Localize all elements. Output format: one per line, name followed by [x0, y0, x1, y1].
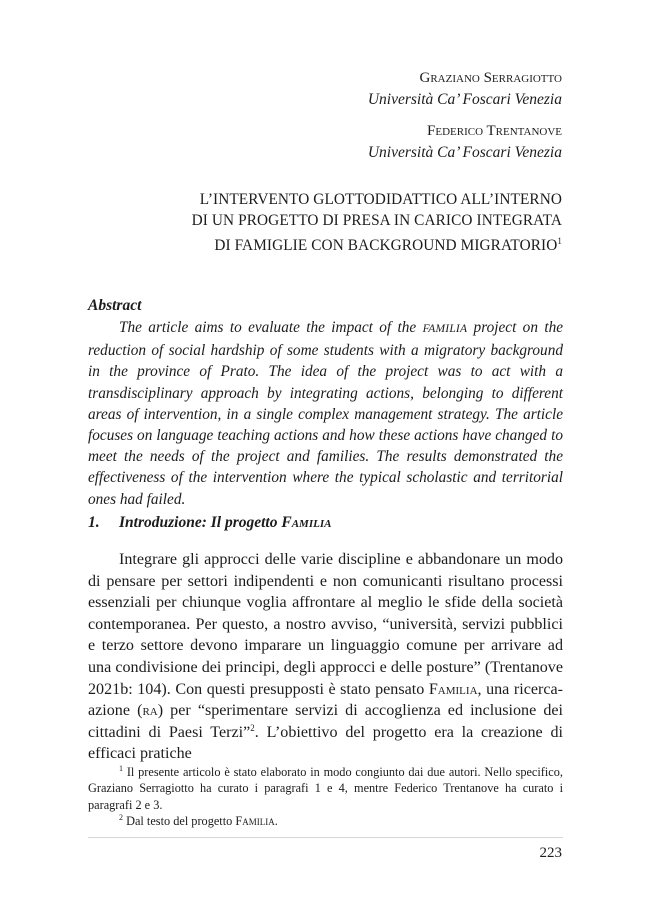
abstract-text-b: project on the reduction of social hardship of some students with a migratory background in the province of Prato. The idea of the project was to act with a transdisciplinary approach by integrating actions, belonging to different areas of intervention, in a single complex management strategy. The article focuses on language teaching actions and how these actions have changed to meet the needs of the project and families. The results demonstrated the effectiveness of the intervention where the typical scholastic and territorial ones had failed.: [88, 319, 564, 508]
body-ra: ra: [142, 702, 158, 720]
footnote-text: Dal testo del progetto: [126, 813, 236, 828]
author-name: Federico Trentanove: [427, 123, 562, 139]
footnote-end: .: [274, 813, 278, 828]
author-name: Graziano Serragiotto: [419, 70, 562, 86]
page-number: 223: [539, 845, 562, 861]
body-text-3: ) per “sperimentare servizi di accoglienza ed inclusione dei cittadini di Paesi Terzi”: [88, 702, 563, 741]
footnote-project-name: Familia: [235, 813, 275, 828]
abstract-heading: Abstract: [88, 297, 142, 314]
body-paragraph: [88, 549, 563, 765]
title-line-3-text: DI FAMIGLIE CON BACKGROUND MIGRATORIO: [214, 237, 558, 254]
body-project-name: Familia: [428, 680, 478, 698]
author-affiliation: Università Ca’ Foscari Venezia: [367, 144, 562, 161]
footnote-mark: 1: [119, 764, 123, 773]
page-divider: [88, 837, 563, 838]
title-line-1: L’INTERVENTO GLOTTODIDATTICO ALL’INTERNO: [199, 191, 562, 208]
author-block-1: [368, 68, 562, 110]
footnote-2: [88, 813, 563, 829]
title-line-3: [102, 231, 562, 256]
footnotes: [88, 764, 563, 829]
title-line-2: DI UN PROGETTO DI PRESA IN CARICO INTEGRATA: [191, 212, 562, 229]
title-footnote-mark: 1: [557, 236, 562, 246]
section-title-project: Familia: [281, 514, 332, 531]
section-heading: [88, 514, 331, 532]
body-text-4: . L’obiettivo del progetto era la creazione di efficaci pratiche: [88, 723, 563, 763]
footnote-text: Il presente articolo è stato elaborato in modo congiunto dai due autori. Nello specifico, Graziano Serragiotto ha curato i paragrafi 1 e 4, mentre Federico Trentanove ha curato i paragrafi 2 e 3.: [88, 765, 563, 812]
body-text-1: Integrare gli approcci delle varie discipline e abbandonare un modo di pensare per settori indipendenti e non comunicanti risultano processi essenziali per chiunque voglia affrontare al meglio le sfide della società contemporanea. Per questo, a nostro avviso, “università, servizi pubblici e terzo settore devono imparare un linguaggio comune per arrivare ad una condivisione dei principi, degli approcci e delle posture” (Trentanove 2021b: 104). Con questi presupposti è stato pensato: [88, 551, 563, 698]
body-footnote-mark: 2: [250, 722, 255, 733]
body-text-2: , una ricerca-azione (: [88, 680, 564, 720]
abstract-text-a: The article aims to evaluate the impact of the: [119, 319, 423, 336]
author-block-2: [368, 121, 562, 163]
footnote-1: [88, 764, 563, 813]
footnote-mark: 2: [119, 812, 123, 822]
author-affiliation: Università Ca’ Foscari Venezia: [367, 91, 562, 108]
abstract-project-name: FAMILIA: [422, 323, 468, 335]
article-title: [102, 189, 562, 256]
abstract-text: [88, 317, 563, 510]
section-title: Introduzione: Il progetto: [119, 514, 282, 531]
section-number: 1.: [88, 514, 100, 531]
